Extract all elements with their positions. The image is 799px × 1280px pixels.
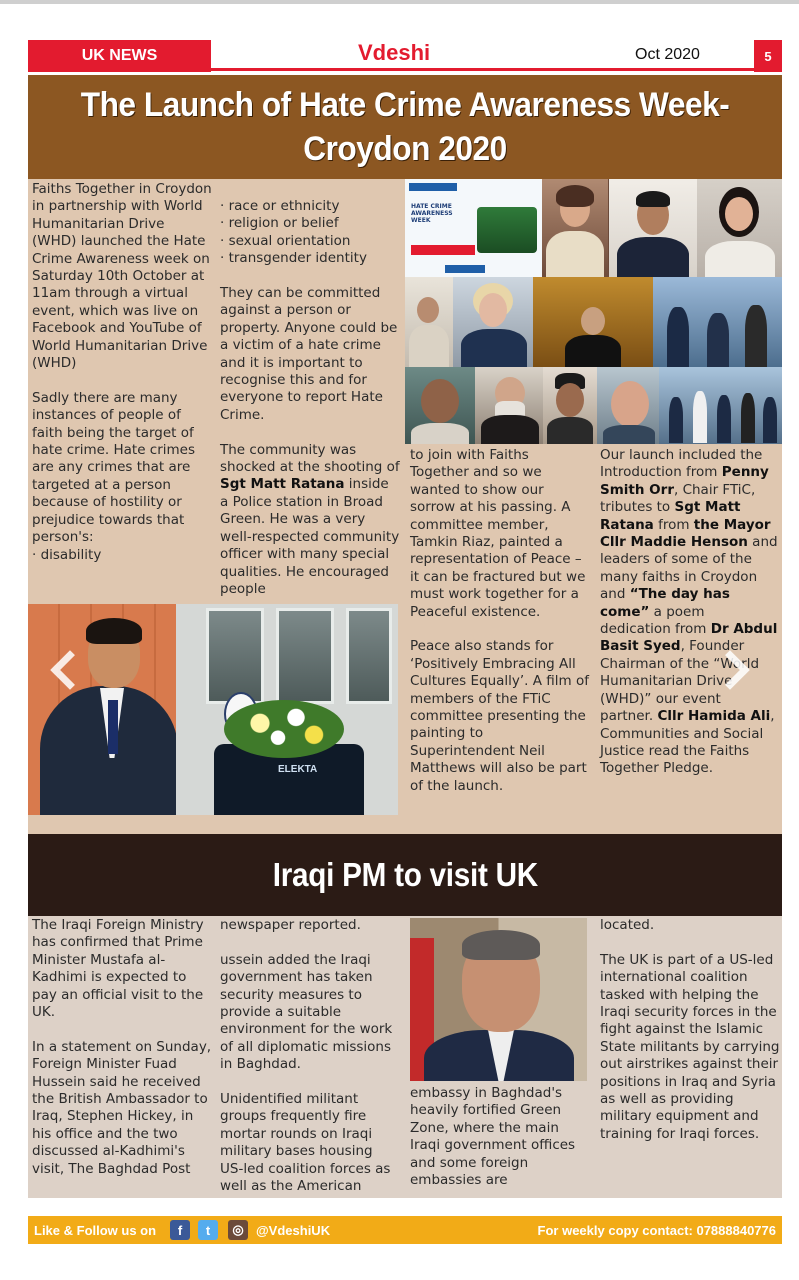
social-handle[interactable]: @VdeshiUK	[256, 1223, 331, 1238]
paragraph: The UK is part of a US-led international coalition tasked with helping the Iraqi security forces in the fight against the Islamic State militants by carrying out airstrikes against their positions in Iraq and Syria as well as providing military equipment and training for Iraqi forces.	[600, 951, 780, 1142]
participant-photo	[659, 367, 782, 444]
poster-whd-logo	[445, 265, 485, 273]
flower-tribute	[224, 700, 344, 758]
paragraph: embassy in Baghdad's heavily fortified Green Zone, where the main Iraqi government offices and some foreign embassies are	[410, 1085, 576, 1189]
section-label: UK NEWS	[28, 40, 211, 72]
masthead: Vdeshi	[358, 40, 431, 65]
photo-slideshow[interactable]	[28, 604, 398, 815]
list-item: · disability	[32, 546, 102, 563]
article2-column-3	[410, 1085, 590, 1207]
poster-flowers-image	[477, 207, 537, 253]
participant-photo	[405, 367, 475, 444]
article1-title-bar	[28, 75, 782, 179]
article2-column-4	[600, 917, 780, 1161]
article2-column-2	[220, 917, 400, 1213]
participant-photo	[597, 367, 659, 444]
follow-label: Like & Follow us on	[34, 1223, 157, 1238]
paragraph: located.	[600, 917, 655, 933]
participant-photo	[543, 367, 597, 444]
paragraph: Faiths Together in Croydon in partnership with World Humanitarian Drive (WHD) launched the Hate Crime Awareness week on Saturday 10th October at 11am through a virtual event, which was live on Facebook and YouTube of World Humanitarian Drive (WHD)	[32, 181, 212, 372]
article2-title: Iraqi PM to visit UK	[272, 856, 538, 893]
participant-photo	[453, 277, 533, 367]
paragraph: The community was shocked at the shooting of Sgt Matt Ratana inside a Police station in Broad Green. He was a very well-respected community officer with many special qualities. He encouraged people	[220, 441, 400, 597]
header-rule	[211, 68, 754, 71]
article2-column-1	[32, 917, 212, 1195]
article1-title: The Launch of Hate Crime Awareness Week- Croydon 2020	[80, 86, 730, 168]
shirt-text: ELEKTA	[278, 764, 318, 775]
poster-date-banner	[411, 245, 475, 255]
footer-bar	[28, 1216, 782, 1244]
paragraph: Sadly there are many instances of people of faith being the target of hate crime. Hate crimes are any crimes that are targeted at a person because of hostility or prejudice towards that person's: · disability	[32, 389, 196, 563]
facebook-icon[interactable]: f	[170, 1220, 190, 1240]
contact-info: For weekly copy contact: 07888840776	[537, 1223, 776, 1238]
page-number: 5	[754, 40, 782, 72]
list-item: · religion or belief	[220, 215, 339, 232]
poster-logo	[409, 183, 457, 191]
event-poster	[405, 179, 542, 277]
list-item: · sexual orientation	[220, 232, 351, 249]
paragraph: newspaper reported.	[220, 917, 361, 933]
list-item: · race or ethnicity	[220, 198, 340, 214]
participant-photo	[542, 179, 608, 277]
issue-date: Oct 2020	[635, 46, 700, 63]
prime-minister-photo	[410, 918, 587, 1081]
poster-title: HATE CRIME AWARENESS WEEK	[411, 203, 453, 224]
paragraph: to join with Faiths Together and so we wanted to show our sorrow at his passing. A committee member, Tamkin Riaz, painted a representation of Peace – it can be fractured but we must work together for a Peaceful existence.	[410, 447, 586, 620]
participant-photo	[475, 367, 543, 444]
paragraph: ussein added the Iraqi government has taken security measures to provide a suitable environment for the work of all diplomatic missions in Baghdad.	[220, 951, 393, 1073]
instagram-icon[interactable]: ◎	[228, 1220, 248, 1240]
twitter-icon[interactable]: t	[198, 1220, 218, 1240]
page-header	[28, 40, 782, 72]
paragraph: In a statement on Sunday, Foreign Minister Fuad Hussein said he received the British Ambassador to Iraq, Stephen Hickey, in his office and the two discussed al-Kadhimi's visit, The Baghdad Post	[32, 1038, 212, 1177]
paragraph: The Iraqi Foreign Ministry has confirmed that Prime Minister Mustafa al-Kadhimi is expected to pay an official visit to the UK.	[32, 917, 204, 1021]
paragraph: Our launch included the Introduction from Penny Smith Orr, Chair FTiC, tributes to Sgt Matt Ratana from the Mayor Cllr Maddie Henson and leaders of some of the many faiths in Croydon and “The day has come” a poem dedication from Dr Abdul Basit Syed, Founder Chairman of the “World Humanitarian Drive (WHD)” our event partner. Cllr Hamida Ali, Communities and Social Justice read the Faiths Together Pledge.	[600, 447, 778, 777]
top-rule	[0, 0, 799, 4]
participant-photo	[533, 277, 653, 367]
article1-column-4	[600, 447, 778, 795]
participant-photo	[653, 277, 782, 367]
article1-column-1	[32, 181, 212, 564]
list-item: · transgender identity	[220, 250, 367, 267]
paragraph: Unidentified militant groups frequently fire mortar rounds on Iraqi military bases housing US-led coalition forces as well as the American	[220, 1091, 391, 1195]
article2-title-bar	[28, 834, 782, 916]
slide-photo-officer	[28, 604, 176, 815]
article1-column-3	[410, 447, 590, 813]
participant-photo	[405, 277, 453, 367]
list	[220, 198, 400, 268]
participant-photo	[697, 179, 782, 277]
paragraph: They can be committed against a person or property. Anyone could be a victim of a hate crime and it is important to recognise this and for everyone to report Hate Crime.	[220, 285, 398, 423]
participant-photo	[609, 179, 697, 277]
paragraph: Peace also stands for ‘Positively Embracing All Cultures Equally’. A film of members of the FTiC committee presenting the painting to Superintendent Neil Matthews will also be part of the launch.	[410, 638, 589, 794]
article1-column-2	[220, 198, 400, 616]
launch-event-collage	[405, 179, 782, 444]
